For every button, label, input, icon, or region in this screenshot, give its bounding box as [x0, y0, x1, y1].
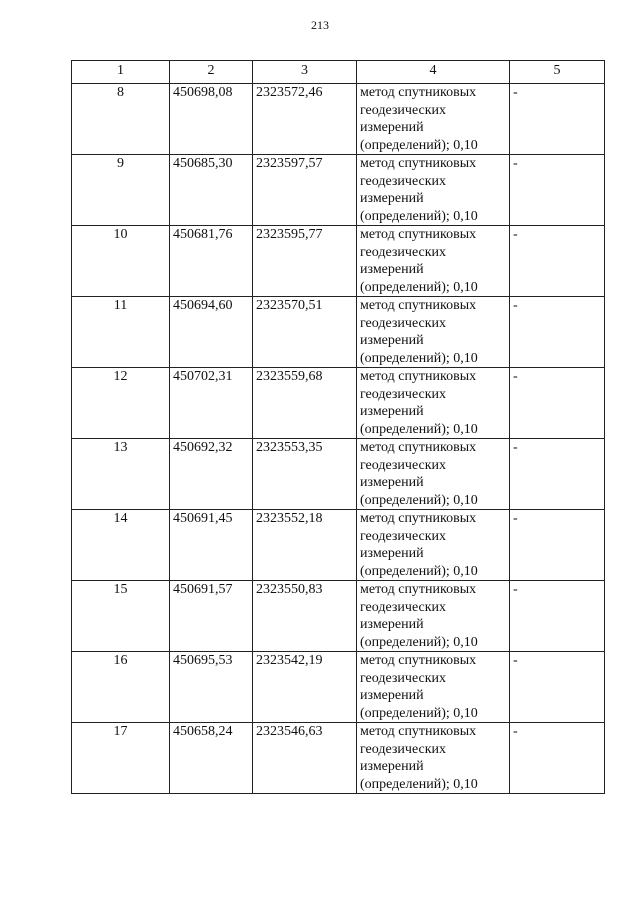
point-number-cell: 13: [72, 439, 170, 510]
method-line: измерений: [360, 120, 424, 135]
method-cell: [357, 84, 510, 155]
header-col-4: 4: [357, 61, 510, 84]
method-line: (определений); 0,10: [360, 279, 478, 295]
method-line: метод спутниковых: [360, 298, 477, 313]
x-coordinate-cell: 450692,32: [170, 439, 253, 510]
method-line: измерений: [360, 404, 424, 419]
note-cell: -: [510, 155, 605, 226]
x-coordinate-cell: 450691,45: [170, 510, 253, 581]
note-cell: -: [510, 581, 605, 652]
method-line: (определений); 0,10: [360, 776, 478, 792]
header-col-1: 1: [72, 61, 170, 84]
x-coordinate-cell: 450702,31: [170, 368, 253, 439]
note-cell: -: [510, 226, 605, 297]
y-coordinate-cell: 2323553,35: [253, 439, 357, 510]
y-coordinate-cell: 2323550,83: [253, 581, 357, 652]
point-number-cell: 11: [72, 297, 170, 368]
method-line: (определений); 0,10: [360, 421, 478, 437]
table-row: [72, 297, 605, 368]
table-row: [72, 510, 605, 581]
method-cell: [357, 581, 510, 652]
method-cell: [357, 368, 510, 439]
y-coordinate-cell: 2323552,18: [253, 510, 357, 581]
method-cell: [357, 297, 510, 368]
method-line: метод спутниковых: [360, 369, 477, 384]
x-coordinate-cell: 450658,24: [170, 723, 253, 794]
method-line: (определений); 0,10: [360, 705, 478, 721]
header-col-2: 2: [170, 61, 253, 84]
table-row: [72, 581, 605, 652]
note-cell: -: [510, 297, 605, 368]
x-coordinate-cell: 450694,60: [170, 297, 253, 368]
table-body: [72, 84, 605, 794]
method-line: измерений: [360, 262, 424, 277]
method-line: (определений); 0,10: [360, 137, 478, 153]
y-coordinate-cell: 2323572,46: [253, 84, 357, 155]
method-line: метод спутниковых: [360, 582, 477, 597]
header-col-3: 3: [253, 61, 357, 84]
method-cell: [357, 226, 510, 297]
point-number-cell: 10: [72, 226, 170, 297]
method-line: (определений); 0,10: [360, 208, 478, 224]
point-number-cell: 16: [72, 652, 170, 723]
note-cell: -: [510, 510, 605, 581]
page-number: 213: [311, 18, 329, 32]
x-coordinate-cell: 450691,57: [170, 581, 253, 652]
method-line: метод спутниковых: [360, 653, 477, 668]
table-row: [72, 723, 605, 794]
header-col-5: 5: [510, 61, 605, 84]
y-coordinate-cell: 2323546,63: [253, 723, 357, 794]
method-line: геодезических: [360, 173, 447, 189]
method-line: геодезических: [360, 670, 447, 686]
y-coordinate-cell: 2323595,77: [253, 226, 357, 297]
table-row: [72, 368, 605, 439]
method-line: измерений: [360, 759, 424, 774]
method-line: (определений); 0,10: [360, 634, 478, 650]
method-line: измерений: [360, 191, 424, 206]
header-row: [72, 61, 605, 84]
method-line: геодезических: [360, 244, 447, 260]
y-coordinate-cell: 2323542,19: [253, 652, 357, 723]
x-coordinate-cell: 450685,30: [170, 155, 253, 226]
table-header: [72, 61, 605, 84]
x-coordinate-cell: 450698,08: [170, 84, 253, 155]
method-line: измерений: [360, 333, 424, 348]
method-line: измерений: [360, 617, 424, 632]
point-number-cell: 15: [72, 581, 170, 652]
method-line: геодезических: [360, 102, 447, 118]
method-line: геодезических: [360, 386, 447, 402]
table-row: [72, 439, 605, 510]
table-row: [72, 652, 605, 723]
method-line: метод спутниковых: [360, 85, 477, 100]
table-row: [72, 84, 605, 155]
method-cell: [357, 510, 510, 581]
point-number-cell: 14: [72, 510, 170, 581]
coordinates-table: [71, 60, 605, 794]
method-line: метод спутниковых: [360, 724, 477, 739]
method-line: (определений); 0,10: [360, 563, 478, 579]
method-line: геодезических: [360, 599, 447, 615]
table-row: [72, 226, 605, 297]
note-cell: -: [510, 723, 605, 794]
method-line: геодезических: [360, 528, 447, 544]
method-line: метод спутниковых: [360, 227, 477, 242]
method-line: (определений); 0,10: [360, 350, 478, 366]
note-cell: -: [510, 439, 605, 510]
y-coordinate-cell: 2323597,57: [253, 155, 357, 226]
method-line: (определений); 0,10: [360, 492, 478, 508]
point-number-cell: 12: [72, 368, 170, 439]
note-cell: -: [510, 652, 605, 723]
table-row: [72, 155, 605, 226]
method-line: геодезических: [360, 457, 447, 473]
method-cell: [357, 439, 510, 510]
method-line: метод спутниковых: [360, 156, 477, 171]
method-cell: [357, 155, 510, 226]
method-cell: [357, 723, 510, 794]
method-cell: [357, 652, 510, 723]
note-cell: -: [510, 84, 605, 155]
point-number-cell: 8: [72, 84, 170, 155]
x-coordinate-cell: 450681,76: [170, 226, 253, 297]
point-number-cell: 9: [72, 155, 170, 226]
method-line: измерений: [360, 688, 424, 703]
y-coordinate-cell: 2323570,51: [253, 297, 357, 368]
note-cell: -: [510, 368, 605, 439]
y-coordinate-cell: 2323559,68: [253, 368, 357, 439]
method-line: геодезических: [360, 315, 447, 331]
method-line: измерений: [360, 475, 424, 490]
method-line: геодезических: [360, 741, 447, 757]
method-line: метод спутниковых: [360, 440, 477, 455]
point-number-cell: 17: [72, 723, 170, 794]
method-line: метод спутниковых: [360, 511, 477, 526]
method-line: измерений: [360, 546, 424, 561]
x-coordinate-cell: 450695,53: [170, 652, 253, 723]
